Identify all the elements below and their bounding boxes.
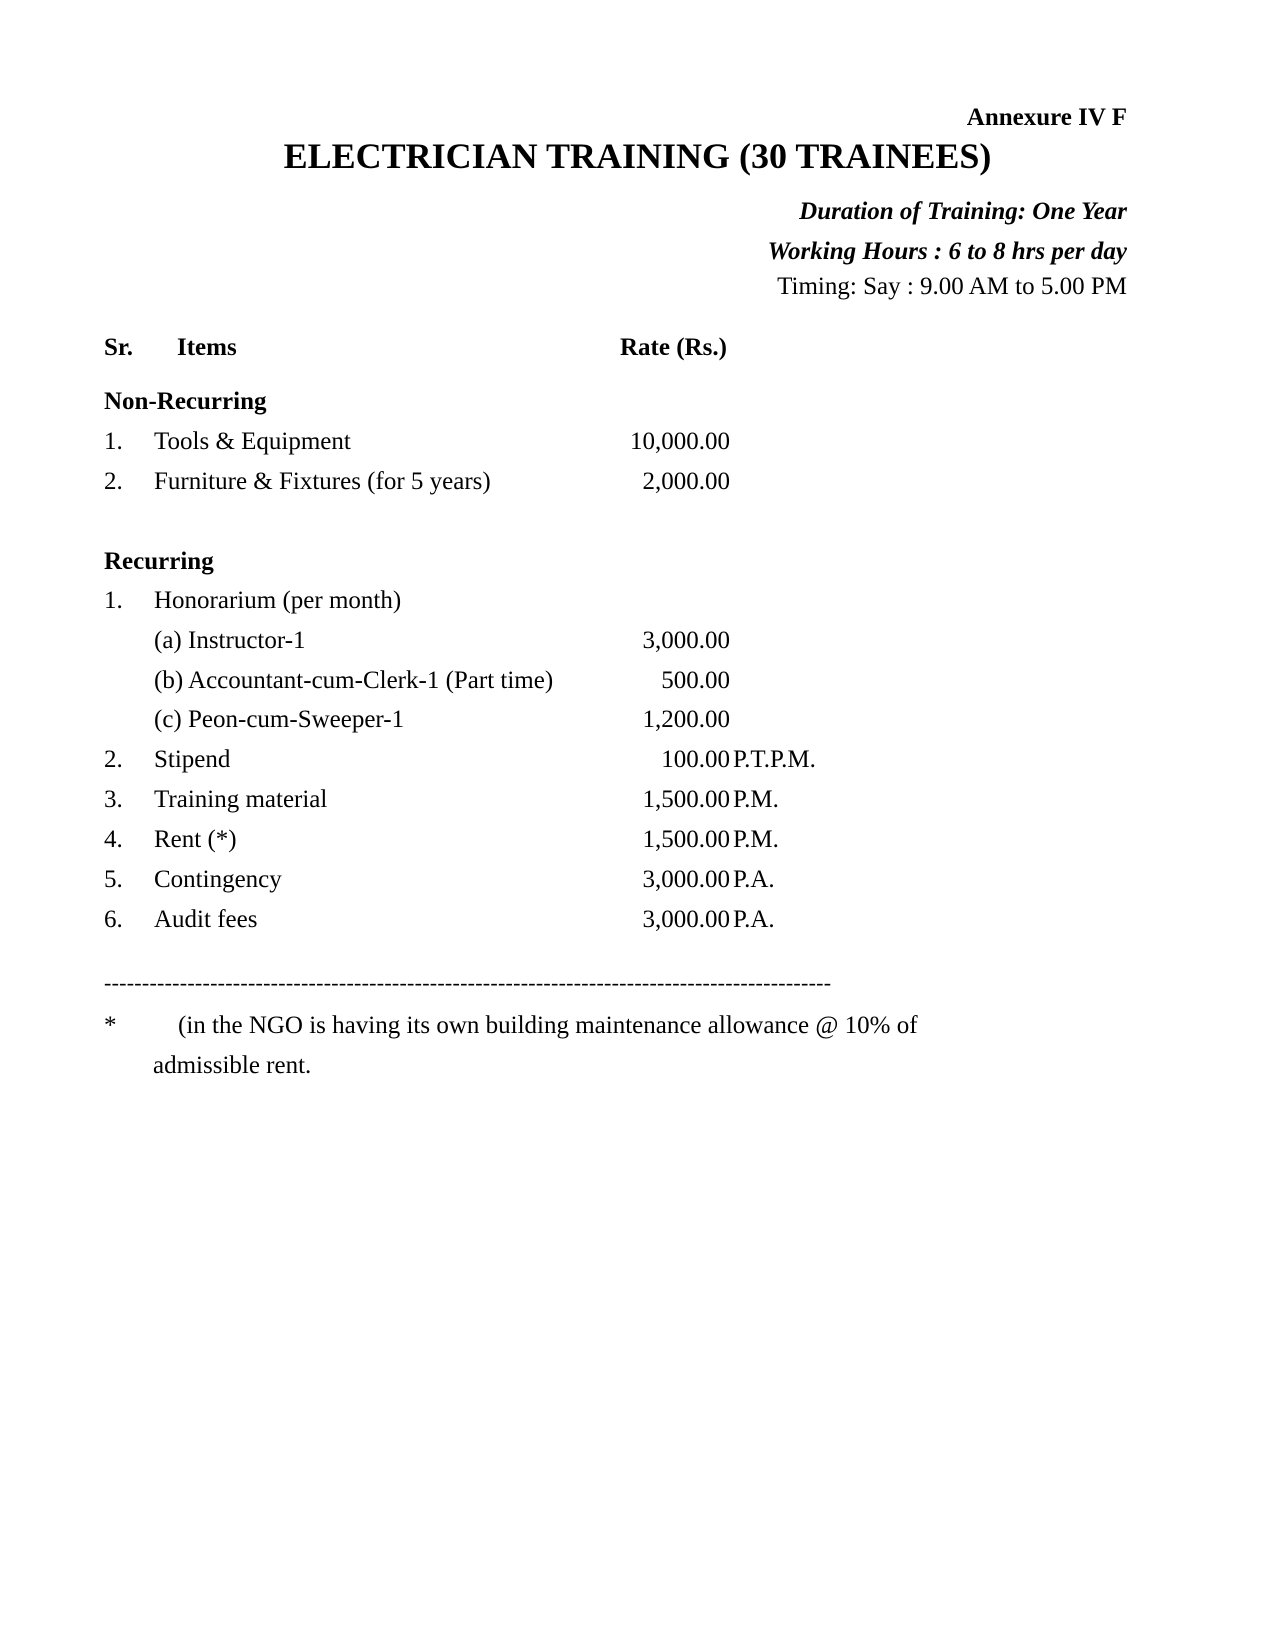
sub-row-rate: 1,200.00 xyxy=(642,706,730,733)
annexure-label: Annexure IV F xyxy=(966,104,1127,131)
row-rate: 3,000.00 xyxy=(642,906,730,933)
row-unit: P.T.P.M. xyxy=(733,746,816,773)
footnote-text-continued: admissible rent. xyxy=(153,1052,312,1079)
page-title: ELECTRICIAN TRAINING (30 TRAINEES) xyxy=(283,136,992,176)
row-item: Rent (*) xyxy=(154,826,237,853)
row-number: 1. xyxy=(104,587,123,614)
section-non-recurring: Non-Recurring xyxy=(104,388,267,415)
row-unit: P.A. xyxy=(733,866,775,893)
row-number: 4. xyxy=(104,826,123,853)
header-items: Items xyxy=(177,334,237,361)
row-number: 2. xyxy=(104,746,123,773)
header-rate: Rate (Rs.) xyxy=(620,334,727,361)
sub-row-label: (a) Instructor-1 xyxy=(154,627,306,654)
row-item: Audit fees xyxy=(154,906,258,933)
row-unit: P.A. xyxy=(733,906,775,933)
working-hours-text: Working Hours : 6 to 8 hrs per day xyxy=(767,238,1127,265)
row-item: Tools & Equipment xyxy=(154,428,351,455)
row-number: 2. xyxy=(104,468,123,495)
row-number: 5. xyxy=(104,866,123,893)
sub-row-label: (b) Accountant-cum-Clerk-1 (Part time) xyxy=(154,667,554,694)
footnote-asterisk: * xyxy=(104,1012,117,1039)
row-item: Honorarium (per month) xyxy=(154,587,402,614)
footnote-text: (in the NGO is having its own building maintenance allowance @ 10% of xyxy=(178,1012,918,1039)
divider-line: ------------------------------------------------------------------------------------------------ xyxy=(104,970,832,995)
row-item: Furniture & Fixtures (for 5 years) xyxy=(154,468,491,495)
row-number: 1. xyxy=(104,428,123,455)
row-rate: 3,000.00 xyxy=(642,866,730,893)
row-rate: 1,500.00 xyxy=(642,786,730,813)
row-unit: P.M. xyxy=(733,786,779,813)
sub-row-rate: 3,000.00 xyxy=(642,627,730,654)
row-number: 3. xyxy=(104,786,123,813)
row-item: Stipend xyxy=(154,746,231,773)
sub-row-label: (c) Peon-cum-Sweeper-1 xyxy=(154,706,405,733)
sub-row-rate: 500.00 xyxy=(661,667,730,694)
timing-text: Timing: Say : 9.00 AM to 5.00 PM xyxy=(777,273,1127,300)
row-rate: 100.00 xyxy=(661,746,730,773)
row-number: 6. xyxy=(104,906,123,933)
duration-text: Duration of Training: One Year xyxy=(799,198,1127,225)
row-rate: 1,500.00 xyxy=(642,826,730,853)
row-item: Contingency xyxy=(154,866,282,893)
section-recurring: Recurring xyxy=(104,548,214,575)
row-item: Training material xyxy=(154,786,328,813)
row-rate: 2,000.00 xyxy=(642,468,730,495)
row-unit: P.M. xyxy=(733,826,779,853)
row-rate: 10,000.00 xyxy=(630,428,730,455)
header-sr: Sr. xyxy=(104,334,133,361)
